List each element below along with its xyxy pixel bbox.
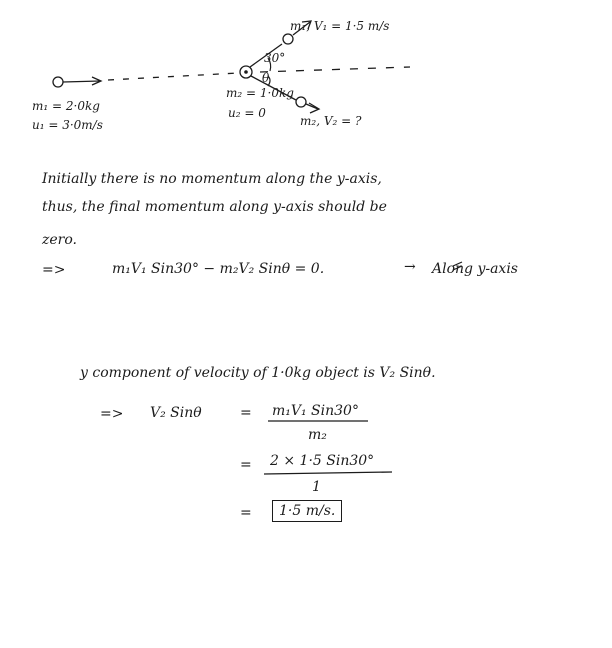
lhs-v2-sin-theta: V₂ Sinθ [150, 405, 202, 421]
m2-mass-label: m₂ = 1·0kg [226, 86, 294, 100]
equals-sign-2: = [240, 457, 252, 473]
momentum-equation: m₁V₁ Sin30° − m₂V₂ Sinθ = 0. [112, 261, 325, 277]
fraction-1-numerator: m₁V₁ Sin30° [272, 403, 359, 419]
u1-label: u₁ = 3·0m/s [32, 118, 103, 132]
mass-m1-circle [53, 77, 63, 87]
u2-label: u₂ = 0 [228, 106, 266, 120]
angle-30-label: 30° [264, 51, 286, 65]
equals-sign-1: = [240, 405, 252, 421]
incoming-arrow-line [63, 81, 100, 82]
fraction-2-denominator: 1 [312, 479, 321, 495]
explanation-line-2: thus, the final momentum along y-axis should be [42, 199, 387, 215]
fraction-2-numerator: 2 × 1·5 Sin30° [270, 453, 375, 469]
equals-sign-3: = [240, 505, 252, 521]
y-component-statement: y component of velocity of 1·0kg object is V₂ Sinθ. [80, 365, 436, 381]
m2-final-velocity-label: m₂, V₂ = ? [300, 114, 362, 128]
final-answer-box: 1·5 m/s. [272, 500, 342, 522]
m1-outgoing-circle [283, 34, 293, 44]
m1-mass-label: m₁ = 2·0kg [32, 99, 100, 113]
implies-symbol-1: => [42, 262, 66, 278]
fraction-1-denominator: m₂ [308, 427, 327, 443]
arrow-to-note: → [404, 259, 416, 275]
angle-theta-label: θ [262, 71, 270, 85]
reference-dashed-line [260, 67, 410, 72]
fraction-bar-2 [264, 472, 392, 474]
along-y-axis-note: Along y-axis [432, 261, 518, 277]
implies-symbol-2: => [100, 406, 124, 422]
explanation-line-1: Initially there is no momentum along the y-axis, [42, 171, 382, 187]
mass-m2-center [244, 70, 248, 74]
m1-final-velocity-label: m₁, V₁ = 1·5 m/s [290, 19, 390, 33]
explanation-line-3: zero. [42, 232, 77, 248]
incoming-dashed-path [108, 73, 238, 80]
m2-outgoing-circle [296, 97, 306, 107]
